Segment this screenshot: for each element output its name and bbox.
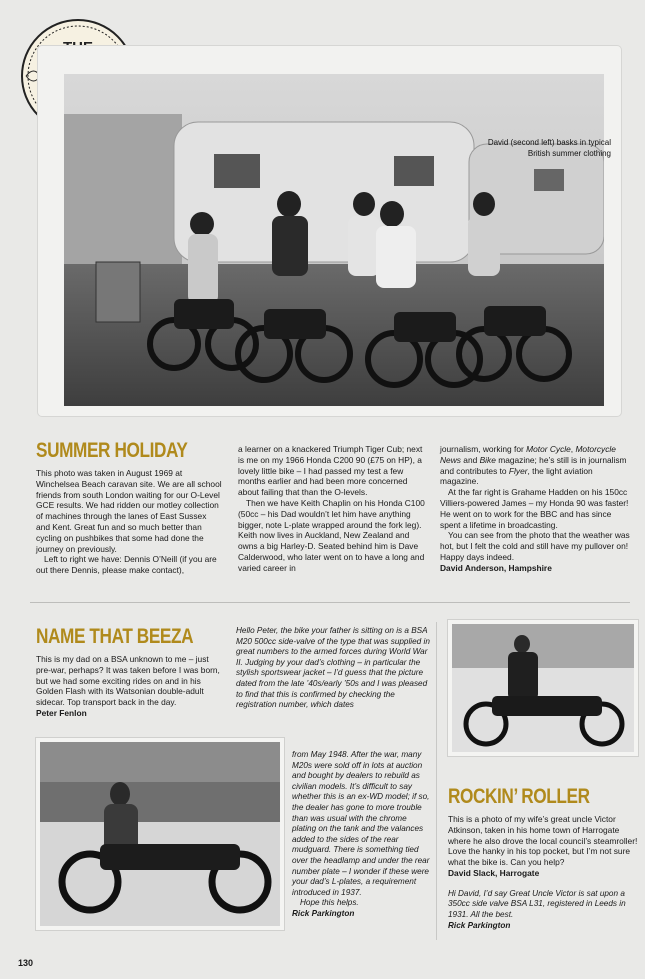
beeza-reply-column-2: [292, 750, 432, 920]
summer-signature: David Anderson, Hampshire: [440, 562, 552, 573]
summer-paragraph: journalism, working for Motor Cycle, Motorcycle News and Bike magazine; he’s still is in journalism and contributes to Flyer, the light aviation magazine.: [440, 444, 627, 487]
beeza-reply-signature: Rick Parkington: [292, 908, 355, 918]
rockin-photo-frame: [448, 620, 638, 756]
page-number: 130: [18, 958, 34, 968]
rockin-reply: Hi David, I’d say Great Uncle Victor is sat upon a 350cc side valve BSA L31, registered in Leeds in 1931. All the best.: [448, 888, 626, 919]
summer-paragraph: a learner on a knackered Triumph Tiger Cub; next is me on my 1966 Honda C200 90 (£75 on HP), a lovely little bike – I had passed my test a few months earlier and had been more concerned about failing that than the O-levels.: [238, 444, 423, 498]
beeza-paragraph: This is my dad on a BSA unknown to me – just pre-war, perhaps? It was taken before I was born, but we had some exciting rides on and in his Golden Flash with its Watsonian double-adult sidecar. Top transport back in the day.: [36, 654, 220, 708]
summer-paragraph: You can see from the photo that the weather was hot, but I felt the cold and still have my pullover on! Happy days indeed.: [440, 530, 630, 562]
beeza-signature: Peter Fenlon: [36, 707, 87, 718]
beeza-heading: NAME THAT BEEZA: [36, 625, 194, 648]
section-divider: [30, 602, 630, 603]
hero-photo-frame: [38, 46, 621, 416]
summer-paragraph: At the far right is Grahame Hadden on his 150cc Villiers-powered James – my Honda 90 was faster! He went on to work for the BBC and has since spent a lifetime in broadcasting.: [440, 487, 629, 530]
beeza-reply-paragraph: Hello Peter, the bike your father is sitting on is a BSA M20 500cc side-valve of the type that was supplied in great numbers to the armed forces during World War II. Judging by your dad’s clothing – in particular the stylish sportswear jacket – I’d guess that the picture dated from the late ’40s/early ’50s and I was pleased to find that this is confirmed by checking the registration number, which dates: [236, 626, 430, 710]
summer-column-2: [238, 444, 426, 574]
beeza-column-1: [36, 626, 222, 719]
beeza-reply-paragraph: from May 1948. After the war, many M20s were sold off in lots at auction and bought by dealers to rebuild as civilian models. It’s difficult to say whether this is an ex-WD model; if so, the dealer has gone to more trouble than was usual with the chrome plating on the tank and the valances added to the sides of the rear mudguard. There is something tied over the headlamp and under the rear number plate – I wonder if these were your dad’s L-plates, a requirement introduced in 1937.: [292, 750, 430, 897]
column-divider: [436, 622, 437, 940]
rockin-column: [448, 786, 638, 931]
hero-caption: David (second left) basks in typical British summer clothing: [487, 138, 611, 158]
rockin-reply-signature: Rick Parkington: [448, 920, 511, 930]
rockin-paragraph: This is a photo of my wife’s great uncle Victor Atkinson, taken in his home town of Harrogate where he also drove the local council’s steamroller! Love the hanky in his top pocket, but I’m not sure what the bike is. Can you help?: [448, 814, 638, 868]
caravan-site-photo: [64, 74, 604, 406]
beeza-photo-frame: [36, 738, 284, 930]
summer-column-1: [36, 440, 222, 576]
bsa-l31-photo: [452, 624, 634, 752]
rockin-signature: David Slack, Harrogate: [448, 867, 540, 878]
bsa-m20-photo: [40, 742, 280, 926]
summer-paragraph: Left to right we have: Dennis O’Neill (if you are out there Dennis, please make contact),: [36, 554, 217, 576]
beeza-reply-paragraph: Hope this helps.: [300, 898, 359, 908]
rockin-heading: ROCKIN’ ROLLER: [448, 785, 590, 808]
summer-column-3: [440, 444, 630, 574]
summer-heading: SUMMER HOLIDAY: [36, 439, 188, 462]
summer-paragraph: Then we have Keith Chaplin on his Honda C100 (50cc – his Dad wouldn’t let him have anything bigger, note L-plate wrapped around the fork leg). Keith now lives in Auckland, New Zealand and owns a big Harley-D. Seated behind him is Dave Calderwood, who later went on to have a long and varied career in: [238, 497, 425, 573]
summer-paragraph: This photo was taken in August 1969 at Winchelsea Beach caravan site. We are all school friends from south London waiting for our O-Level GCE results. We had ridden our motley collection of machines through the lanes of East Sussex and Kent. Great fun and so much better than cycling on pushbikes that some had done the journey on previously.: [36, 468, 222, 554]
beeza-reply-column: [236, 626, 432, 711]
